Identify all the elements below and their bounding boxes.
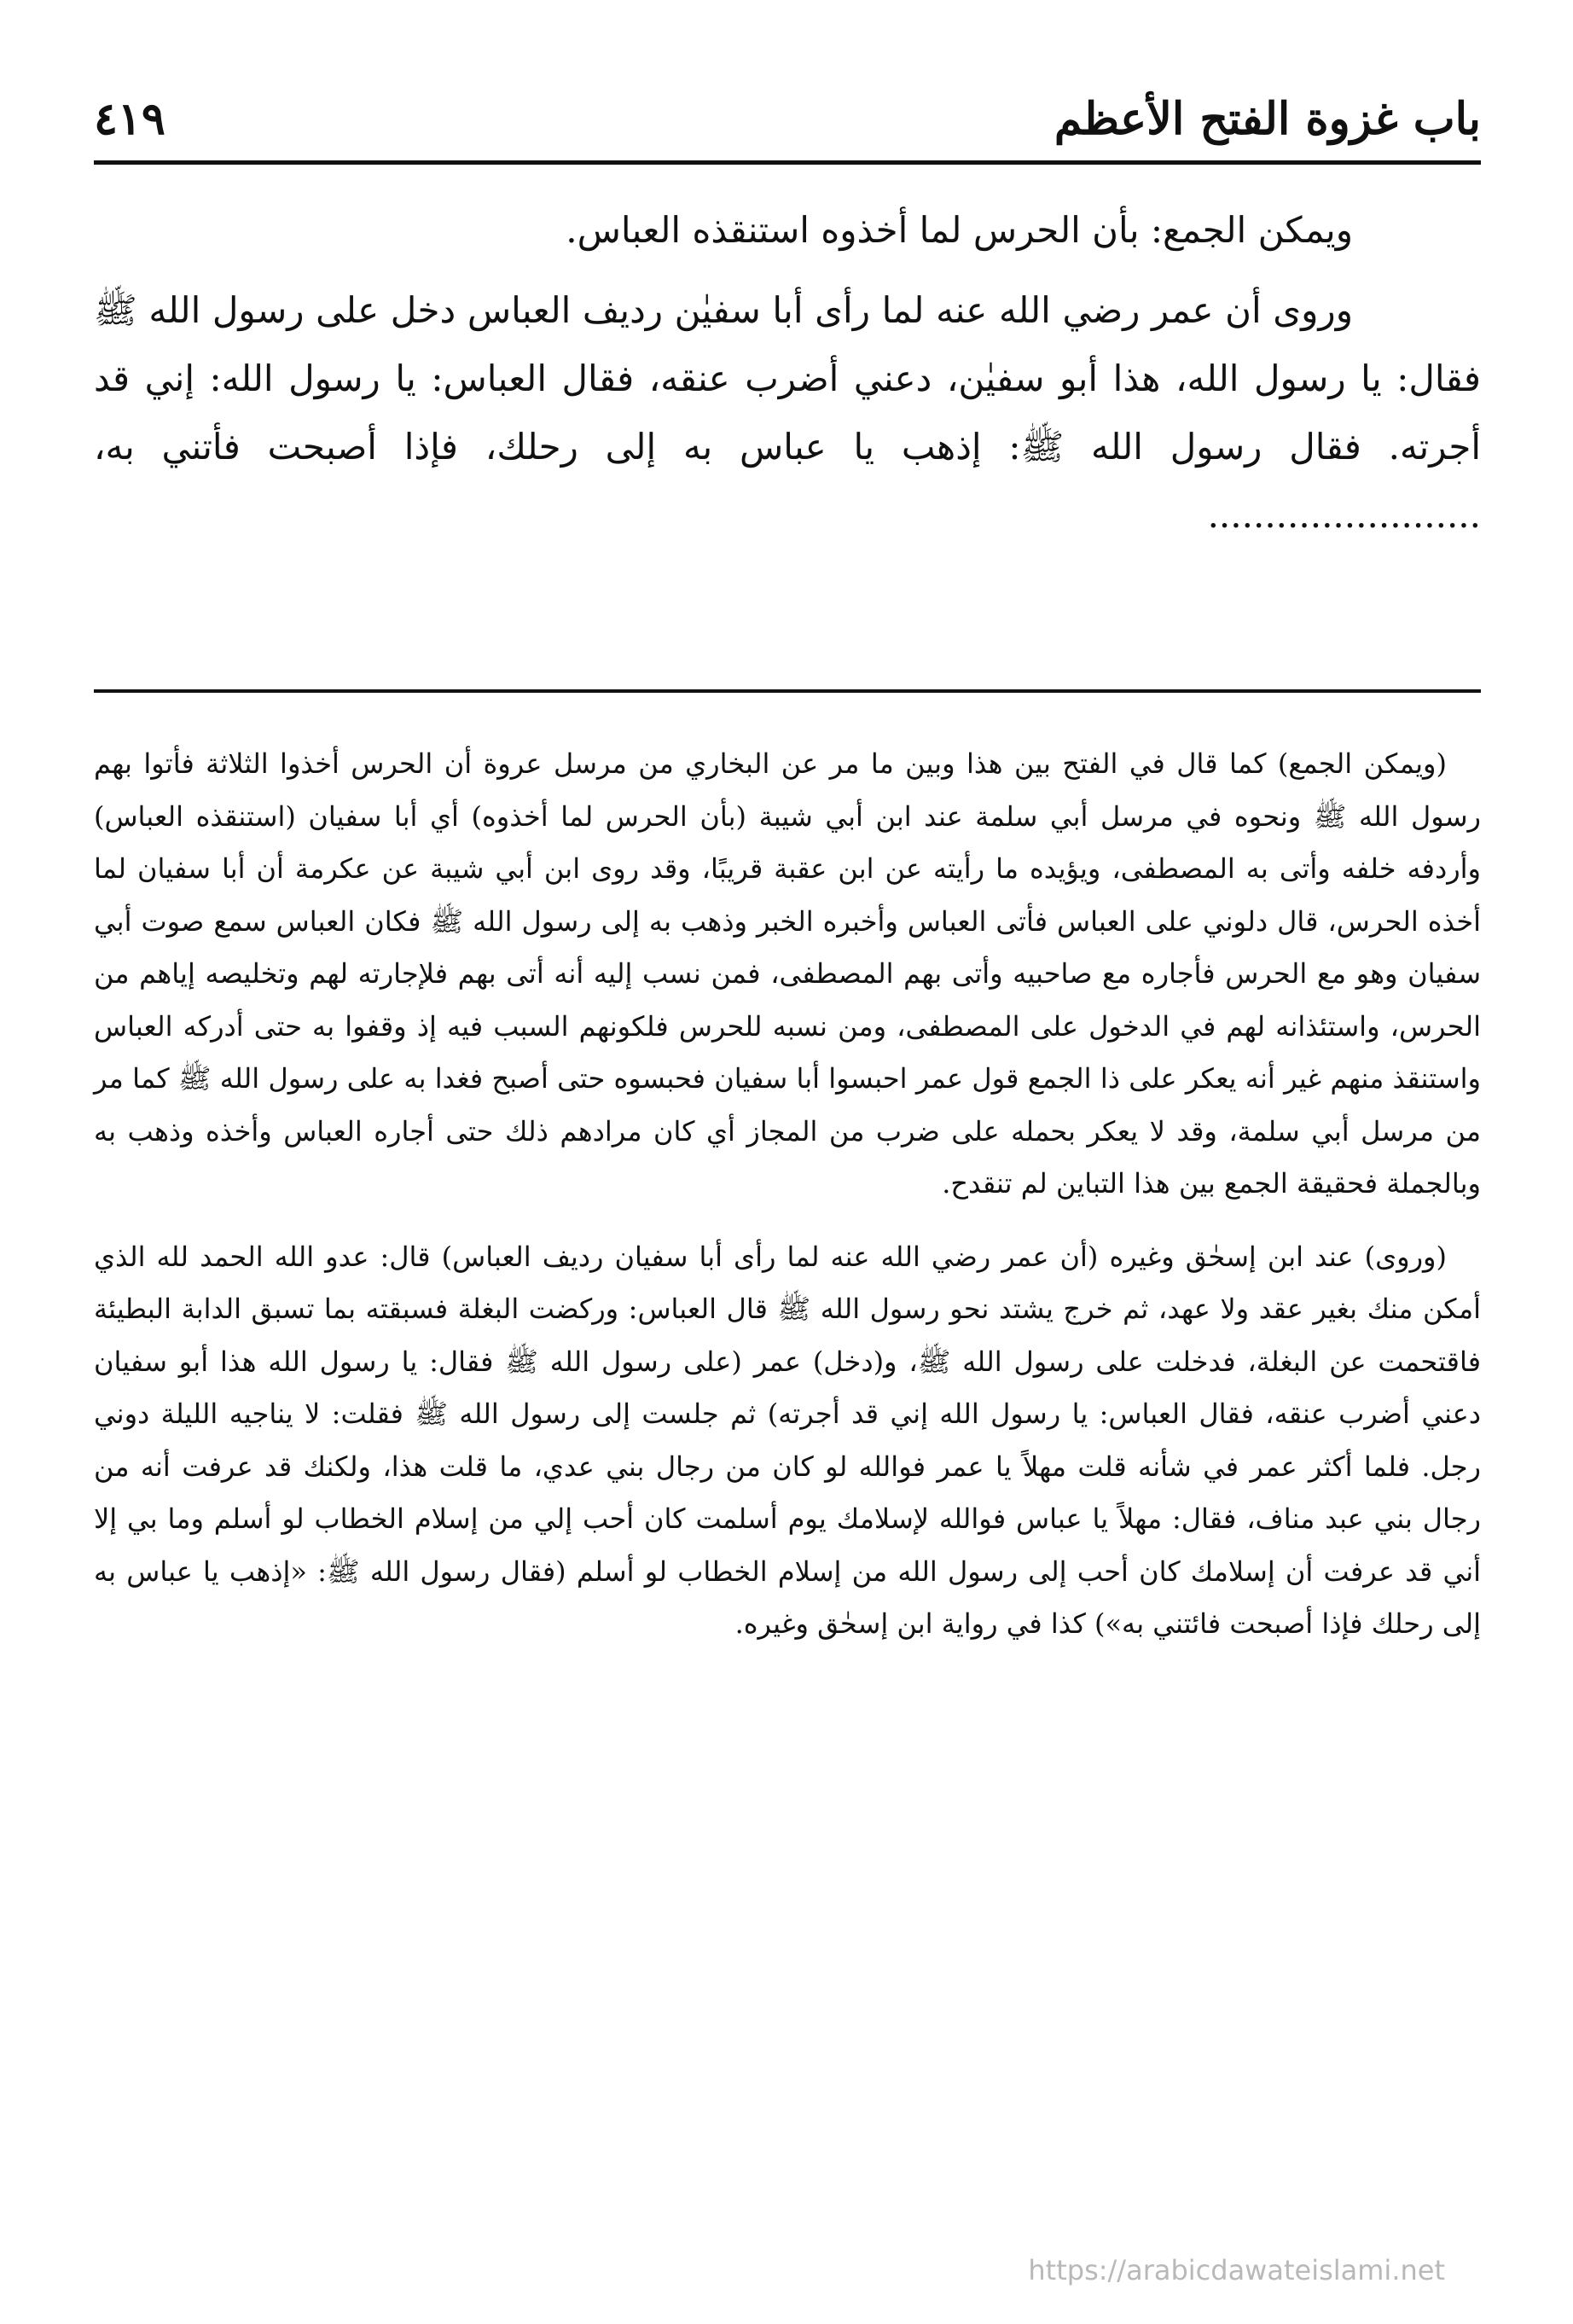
book-page — [94, 77, 1481, 2278]
main-text — [94, 196, 1481, 549]
source-watermark: https://arabicdawateislami.net — [1028, 2254, 1445, 2286]
commentary-paragraph-1: (ويمكن الجمع) كما قال في الفتح بين هذا وبين ما مر عن البخاري من مرسل عروة أن الحرس أخذوا الثلاثة فأتوا بهم رسول الله ﷺ ونحوه في مرسل أبي سلمة عند ابن أبي شيبة (بأن الحرس لما أخذوه) أي أبا سفيان (استنقذه العباس) وأردفه خلفه وأتى به المصطفى، ويؤيده ما رأيته عن ابن عقبة قريبًا، وقد روى ابن أبي شيبة عن عكرمة أن أبا سفيان لما أخذه الحرس، قال دلوني على العباس فأتى العباس وأخبره الخبر وذهب به إلى رسول الله ﷺ فكان العباس سمع صوت أبي سفيان وهو مع الحرس فأجاره مع صاحبيه وأتى بهم المصطفى، فمن نسب إليه أنه أتى بهم فلإجارته لهم وتخليصه إياهم من الحرس، واستئذانه لهم في الدخول على المصطفى، ومن نسبه للحرس فلكونهم السبب فيه إذ وقفوا به حتى أدركه العباس واستنقذ منهم غير أنه يعكر على ذا الجمع قول عمر احبسوا أبا سفيان فحبسوه حتى أصبح فغدا به على رسول الله ﷺ كما مر من مرسل أبي سلمة، وقد لا يعكر بحمله على ضرب من المجاز أي كان مرادهم ذلك حتى أجاره العباس وأخذه وذهب به وبالجملة فحقيقة الجمع بين هذا التباين لم تنقدح. — [94, 747, 1482, 1200]
main-text-line-1: ويمكن الجمع: بأن الحرس لما أخذوه استنقذه العباس. — [566, 209, 1353, 251]
commentary — [94, 738, 1481, 1651]
header-rule — [94, 160, 1481, 165]
running-header — [94, 77, 1481, 162]
footnote-separator — [94, 689, 1481, 693]
page-number: ٤١٩ — [94, 93, 165, 145]
chapter-title: باب غزوة الفتح الأعظم — [1054, 93, 1481, 145]
commentary-paragraph-2: (وروى) عند ابن إسحٰق وغيره (أن عمر رضي الله عنه لما رأى أبا سفيان رديف العباس) قال: عدو الله الحمد لله الذي أمكن منك بغير عقد ولا عهد، ثم خرج يشتد نحو رسول الله ﷺ قال العباس: وركضت البغلة فسبقته بما تسبق الدابة البطيئة فاقتحمت عن البغلة، فدخلت على رسول الله ﷺ، و(دخل) عمر (على رسول الله ﷺ فقال: يا رسول الله هذا أبو سفيان دعني أضرب عنقه، فقال العباس: يا رسول الله إني قد أجرته) ثم جلست إلى رسول الله ﷺ فقلت: لا يناجيه الليلة دوني رجل. فلما أكثر عمر في شأنه قلت مهلاً يا عمر فوالله لو كان من رجال بني عدي، ما قلت هذا، ولكنك قد عرفت أنه من رجال بني عبد مناف، فقال: مهلاً يا عباس فوالله لإسلامك يوم أسلمت كان أحب إلي من إسلام الخطاب لو أسلم وما بي إلا أني قد عرفت أن إسلامك كان أحب إلى رسول الله من إسلام الخطاب لو أسلم (فقال رسول الله ﷺ: «إذهب يا عباس به إلى رحلك فإذا أصبحت فائتني به») كذا في رواية ابن إسحٰق وغيره. — [94, 1240, 1482, 1640]
main-text-paragraph-2: وروى أن عمر رضي الله عنه لما رأى أبا سفيٰن رديف العباس دخل على رسول الله ﷺ فقال: يا رسول الله، هذا أبو سفيٰن، دعني أضرب عنقه، فقال العباس: يا رسول الله: إني قد أجرته. فقال رسول الله ﷺ: إذهب يا عباس به إلى رحلك، فإذا أصبحت فأتني به، ........................ — [94, 289, 1481, 536]
